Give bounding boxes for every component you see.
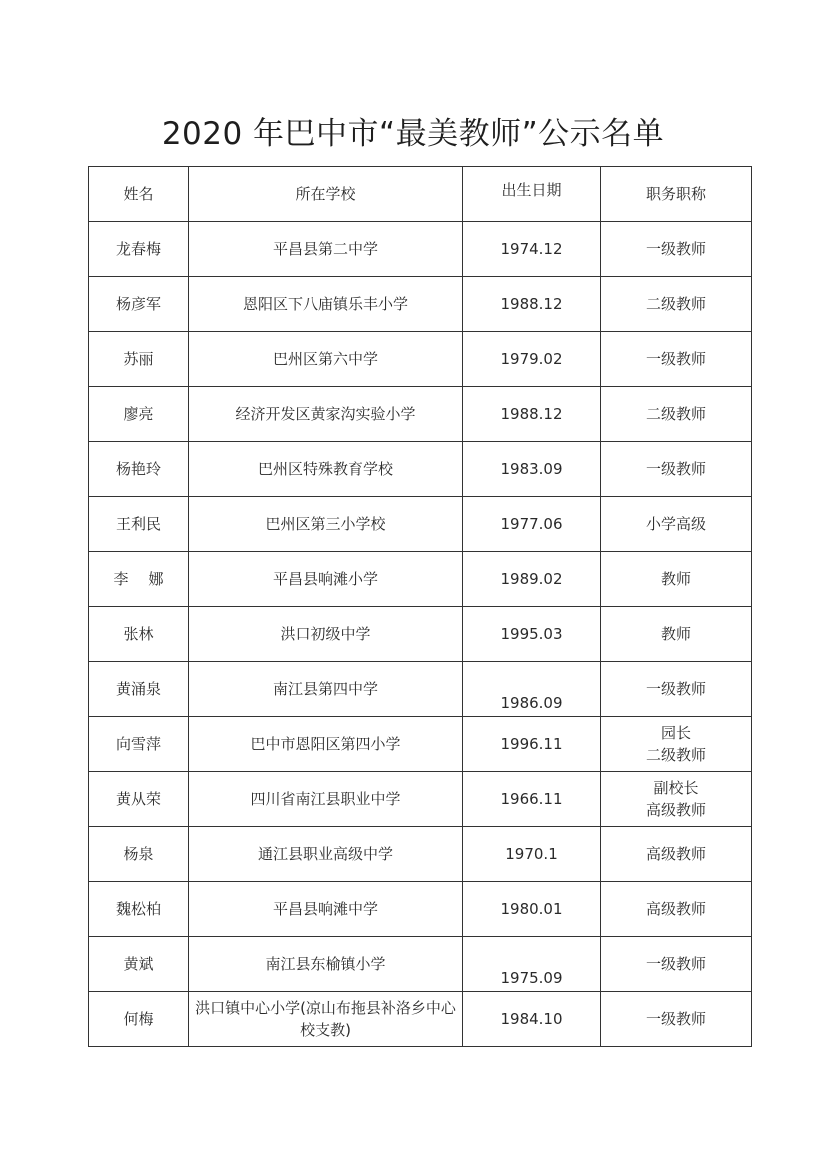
table-row <box>89 662 752 717</box>
table-row <box>89 442 752 497</box>
cell-position-title: 一级教师 <box>601 662 752 717</box>
cell-position-title: 高级教师 <box>601 827 752 882</box>
cell-birth-date: 1989.02 <box>463 552 601 607</box>
cell-name: 黄从荣 <box>89 772 189 827</box>
header-position-title: 职务职称 <box>601 167 752 222</box>
cell-school: 平昌县响滩小学 <box>189 552 463 607</box>
title-line: 二级教师 <box>645 746 706 764</box>
cell-birth-date: 1979.02 <box>463 332 601 387</box>
cell-name: 杨彦军 <box>89 277 189 332</box>
cell-position-title: 一级教师 <box>601 332 752 387</box>
cell-school: 南江县东榆镇小学 <box>189 937 463 992</box>
cell-name: 杨泉 <box>89 827 189 882</box>
table-row <box>89 717 752 772</box>
position-line: 园长 <box>660 724 691 742</box>
cell-school: 南江县第四中学 <box>189 662 463 717</box>
cell-position-title: 一级教师 <box>601 992 752 1047</box>
cell-name: 苏丽 <box>89 332 189 387</box>
cell-school: 平昌县响滩中学 <box>189 882 463 937</box>
cell-birth-date: 1988.12 <box>463 387 601 442</box>
cell-birth-date: 1995.03 <box>463 607 601 662</box>
cell-name: 何梅 <box>89 992 189 1047</box>
table-row <box>89 552 752 607</box>
page-title: 2020 年巴中市“最美教师”公示名单 <box>161 116 665 152</box>
cell-birth-date: 1988.12 <box>463 277 601 332</box>
header-birth-date: 出生日期 <box>463 167 601 222</box>
table-row <box>89 882 752 937</box>
cell-school: 洪口镇中心小学(凉山布拖县补洛乡中心校支教) <box>189 992 463 1047</box>
table-row <box>89 277 752 332</box>
cell-school: 洪口初级中学 <box>189 607 463 662</box>
cell-name: 向雪萍 <box>89 717 189 772</box>
header-name: 姓名 <box>89 167 189 222</box>
header-school: 所在学校 <box>189 167 463 222</box>
cell-birth-date: 1983.09 <box>463 442 601 497</box>
cell-name: 黄斌 <box>89 937 189 992</box>
table-row <box>89 937 752 992</box>
cell-position-title <box>601 772 752 827</box>
cell-name: 张林 <box>89 607 189 662</box>
table-row <box>89 607 752 662</box>
cell-position-title <box>601 717 752 772</box>
cell-birth-date: 1977.06 <box>463 497 601 552</box>
table-row <box>89 222 752 277</box>
table-header-row <box>89 167 752 222</box>
cell-school: 巴州区第三小学校 <box>189 497 463 552</box>
cell-position-title: 一级教师 <box>601 937 752 992</box>
cell-birth-date: 1986.09 <box>463 662 601 717</box>
table-row <box>89 497 752 552</box>
cell-name: 李娜 <box>89 552 189 607</box>
cell-school: 四川省南江县职业中学 <box>189 772 463 827</box>
cell-birth-date: 1980.01 <box>463 882 601 937</box>
cell-school: 巴州区特殊教育学校 <box>189 442 463 497</box>
cell-position-title: 二级教师 <box>601 387 752 442</box>
cell-name: 王利民 <box>89 497 189 552</box>
cell-name: 黄涌泉 <box>89 662 189 717</box>
cell-birth-date: 1984.10 <box>463 992 601 1047</box>
cell-school: 经济开发区黄家沟实验小学 <box>189 387 463 442</box>
table-row <box>89 992 752 1047</box>
cell-position-title: 一级教师 <box>601 222 752 277</box>
cell-birth-date: 1996.11 <box>463 717 601 772</box>
cell-name: 杨艳玲 <box>89 442 189 497</box>
cell-name: 龙春梅 <box>89 222 189 277</box>
cell-position-title: 小学高级 <box>601 497 752 552</box>
cell-position-title: 教师 <box>601 552 752 607</box>
cell-school: 恩阳区下八庙镇乐丰小学 <box>189 277 463 332</box>
position-line: 副校长 <box>653 779 699 797</box>
table-row <box>89 772 752 827</box>
cell-school: 巴中市恩阳区第四小学 <box>189 717 463 772</box>
cell-position-title: 高级教师 <box>601 882 752 937</box>
title-line: 高级教师 <box>645 801 706 819</box>
cell-birth-date: 1966.11 <box>463 772 601 827</box>
cell-birth-date: 1970.1 <box>463 827 601 882</box>
table-row <box>89 332 752 387</box>
roster-table <box>88 166 752 1047</box>
cell-position-title: 一级教师 <box>601 442 752 497</box>
cell-name: 廖亮 <box>89 387 189 442</box>
table-row <box>89 387 752 442</box>
table-row <box>89 827 752 882</box>
cell-school: 通江县职业高级中学 <box>189 827 463 882</box>
cell-school: 巴州区第六中学 <box>189 332 463 387</box>
cell-position-title: 二级教师 <box>601 277 752 332</box>
cell-birth-date: 1975.09 <box>463 937 601 992</box>
cell-school: 平昌县第二中学 <box>189 222 463 277</box>
cell-position-title: 教师 <box>601 607 752 662</box>
cell-name: 魏松柏 <box>89 882 189 937</box>
cell-birth-date: 1974.12 <box>463 222 601 277</box>
